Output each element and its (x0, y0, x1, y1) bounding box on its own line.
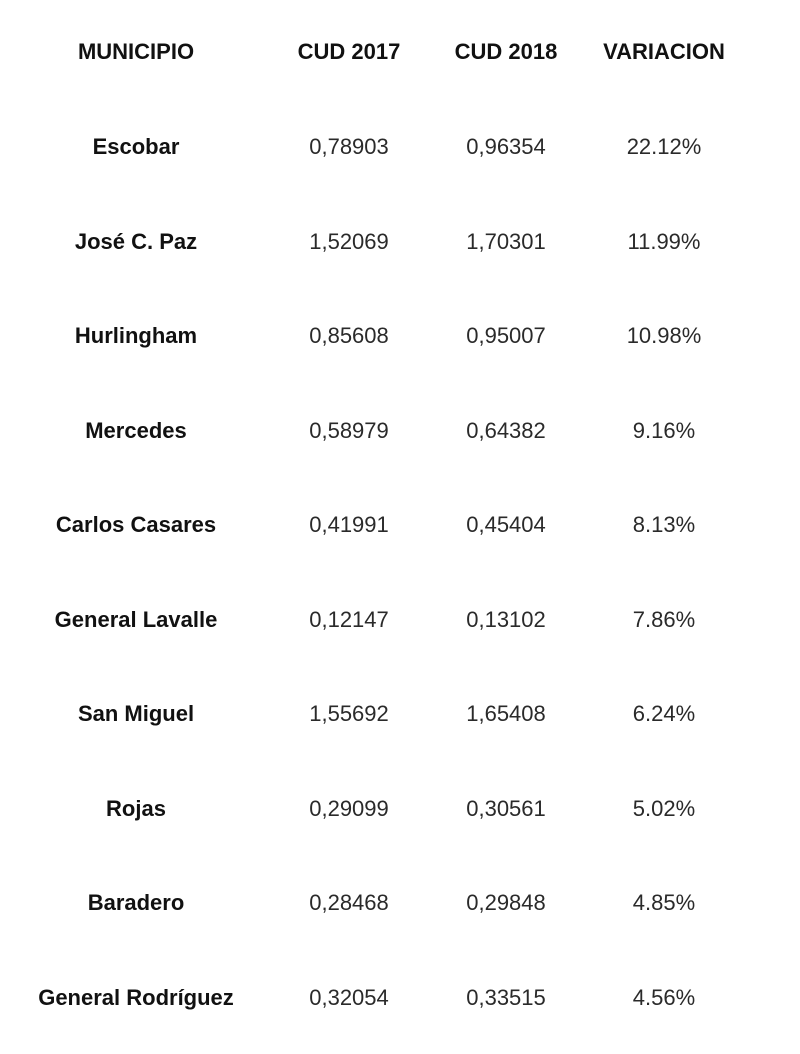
cell-variacion: 22.12% (626, 134, 702, 159)
cell-cud-2018: 0,29848 (466, 890, 546, 915)
cell-cud-2017: 0,41991 (309, 512, 389, 537)
table-header (0, 34, 800, 70)
cell-variacion: 7.86% (632, 607, 696, 632)
header-cud-2018: CUD 2018 (454, 39, 558, 64)
cell-cud-2018: 0,13102 (466, 607, 546, 632)
cell-cud-2018: 0,96354 (466, 134, 546, 159)
cell-cud-2017: 0,78903 (309, 134, 389, 159)
cell-cud-2017: 0,32054 (309, 985, 389, 1010)
cell-cud-2018: 0,95007 (466, 323, 546, 348)
cell-cud-2017: 0,58979 (309, 418, 389, 443)
cell-cud-2017: 0,29099 (309, 796, 389, 821)
cell-municipio: General Rodríguez (38, 985, 234, 1010)
table-row (0, 885, 800, 921)
cell-cud-2018: 0,45404 (466, 512, 546, 537)
cell-municipio: Escobar (92, 134, 180, 159)
cell-cud-2018: 1,70301 (466, 229, 546, 254)
table-row (0, 129, 800, 165)
cell-municipio: San Miguel (77, 701, 195, 726)
cell-variacion: 9.16% (632, 418, 696, 443)
cell-cud-2018: 1,65408 (466, 701, 546, 726)
cell-municipio: José C. Paz (74, 229, 198, 254)
cell-cud-2018: 0,30561 (466, 796, 546, 821)
table-row (0, 791, 800, 827)
table-row (0, 602, 800, 638)
cell-variacion: 8.13% (632, 512, 696, 537)
cell-municipio: Mercedes (85, 418, 187, 443)
header-municipio: MUNICIPIO (77, 39, 195, 64)
table-row (0, 507, 800, 543)
header-cud-2017: CUD 2017 (297, 39, 401, 64)
table-row (0, 980, 800, 1016)
table-row (0, 696, 800, 732)
cell-cud-2017: 1,52069 (309, 229, 389, 254)
table-row (0, 413, 800, 449)
cell-municipio: General Lavalle (54, 607, 218, 632)
cell-variacion: 5.02% (632, 796, 696, 821)
cell-variacion: 11.99% (627, 229, 701, 254)
cell-variacion: 4.85% (632, 890, 696, 915)
cell-municipio: Baradero (87, 890, 185, 915)
cell-cud-2017: 0,12147 (309, 607, 389, 632)
cell-variacion: 4.56% (632, 985, 696, 1010)
cell-cud-2017: 0,85608 (309, 323, 389, 348)
table-row (0, 224, 800, 260)
cell-variacion: 6.24% (632, 701, 696, 726)
cell-cud-2018: 0,33515 (466, 985, 546, 1010)
table-row (0, 318, 800, 354)
cell-municipio: Hurlingham (74, 323, 198, 348)
cell-cud-2018: 0,64382 (466, 418, 546, 443)
cell-municipio: Carlos Casares (55, 512, 217, 537)
cell-cud-2017: 0,28468 (309, 890, 389, 915)
cell-cud-2017: 1,55692 (309, 701, 389, 726)
cell-variacion: 10.98% (626, 323, 702, 348)
cell-municipio: Rojas (106, 796, 166, 821)
header-variacion: VARIACION (603, 39, 725, 64)
